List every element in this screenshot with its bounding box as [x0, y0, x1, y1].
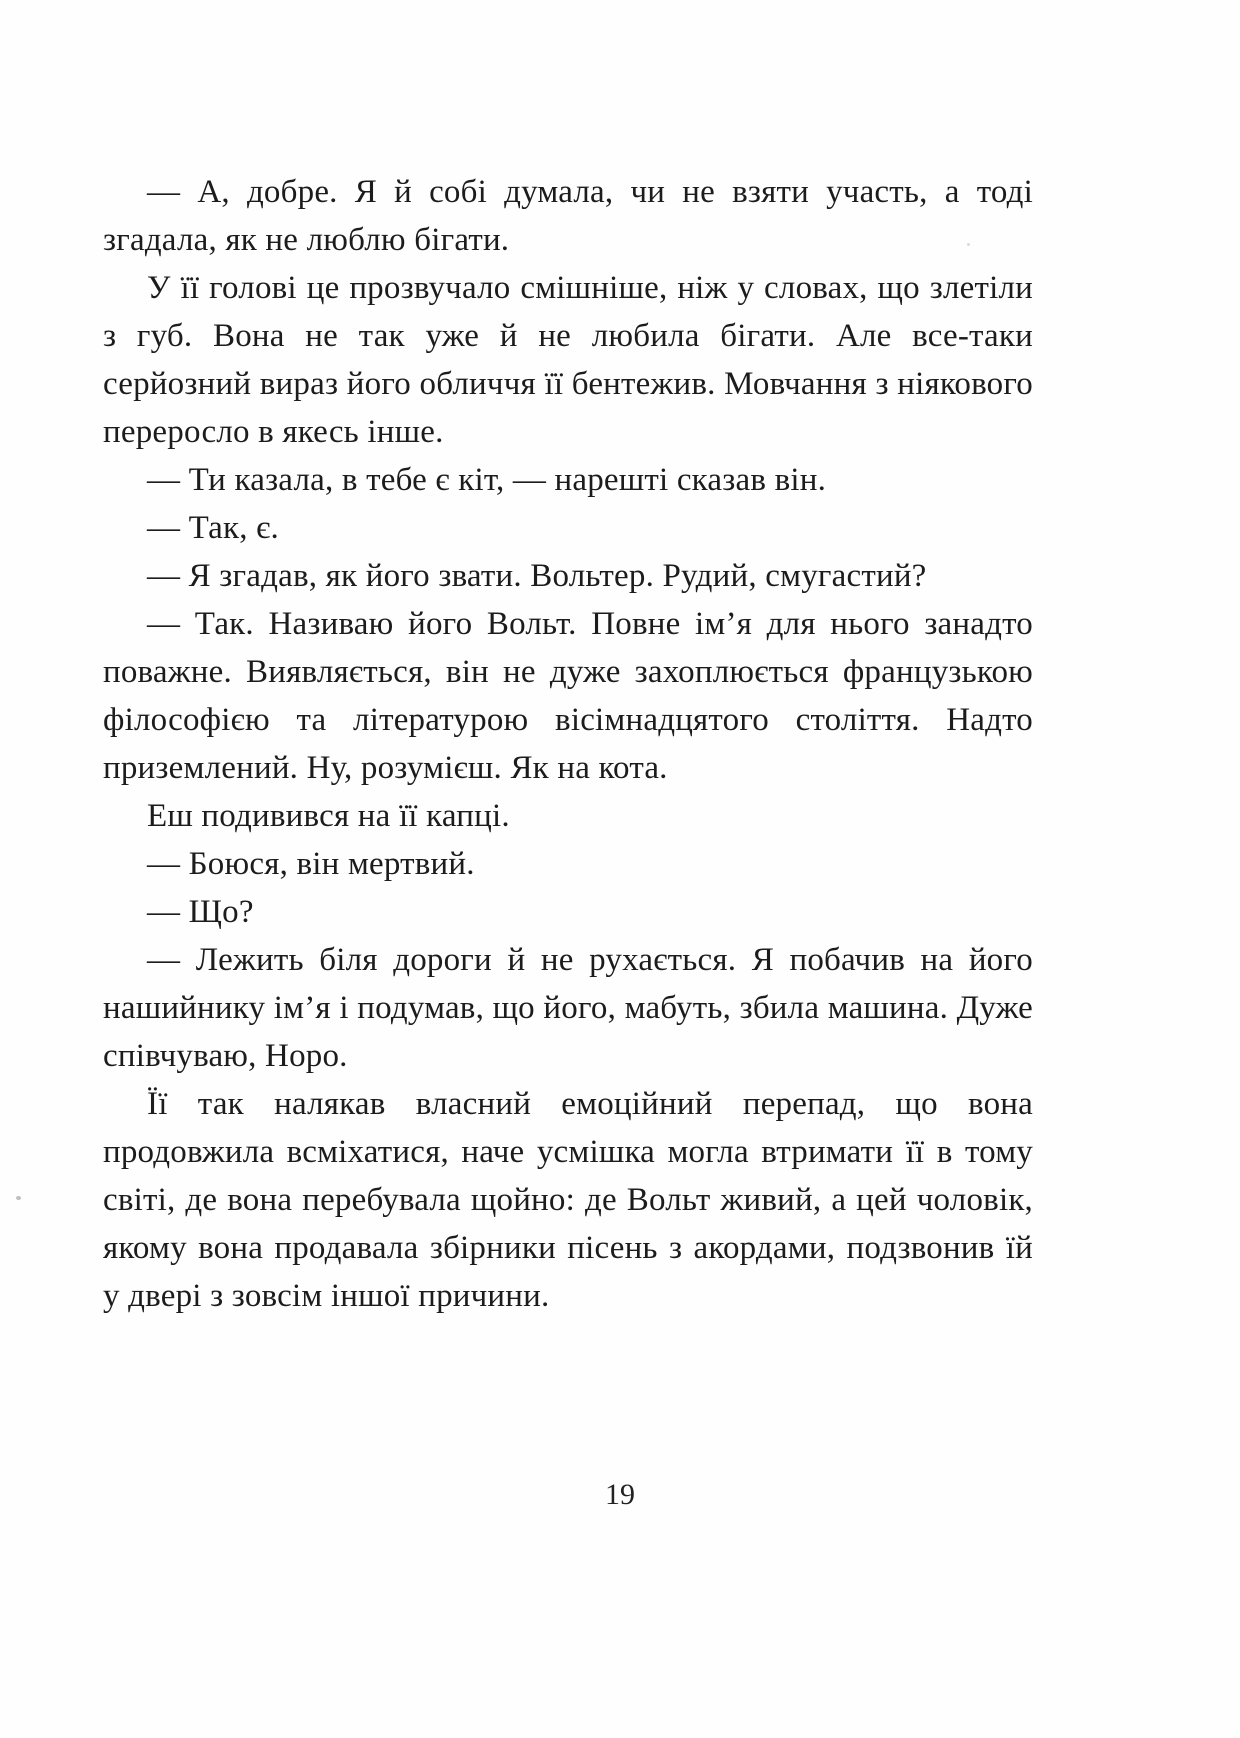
- paragraph: — Що?: [147, 894, 254, 930]
- page-text: [103, 168, 1033, 1320]
- paragraph: Еш подивився на її капці.: [147, 798, 510, 834]
- paragraph: — Так, є.: [147, 510, 279, 546]
- paragraph: — Лежить біля дороги й не рухається. Я побачив на його нашийнику ім’я і подумав, що його, мабуть, збила машина. Дуже співчуваю, Норо.: [103, 942, 1033, 1074]
- paragraph: — Боюся, він мертвий.: [147, 846, 475, 882]
- paragraph: У її голові це прозвучало смішніше, ніж у словах, що злетіли з губ. Вона не так уже й не любила бігати. Але все-таки серйозний вираз його обличчя її бентежив. Мовчання з ніякового переросло в якесь інше.: [103, 270, 1033, 450]
- scan-speck: [967, 243, 970, 246]
- paragraph: — Ти казала, в тебе є кіт, — нарешті сказав він.: [147, 462, 827, 498]
- paragraph: Її так налякав власний емоційний перепад, що вона продовжила всміхатися, наче усмішка могла втримати її в тому світі, де вона перебувала щойно: де Вольт живий, а цей чоловік, якому вона продавала збірники пісень з акордами, подзвонив їй у двері з зовсім іншої причини.: [103, 1086, 1033, 1314]
- scan-speck: [16, 1196, 21, 1200]
- paragraph: — Так. Називаю його Вольт. Повне ім’я для нього занадто поважне. Виявляється, він не дуже захоплюється французькою філософією та літературою вісімнадцятого століття. Надто приземлений. Ну, розумієш. Як на кота.: [103, 606, 1033, 786]
- paragraph: — Я згадав, як його звати. Вольтер. Рудий, смугастий?: [147, 558, 927, 594]
- paragraph: — А, добре. Я й собі думала, чи не взяти участь, а тоді згадала, як не люблю бігати.: [103, 174, 1033, 258]
- page-number: 19: [605, 1478, 635, 1511]
